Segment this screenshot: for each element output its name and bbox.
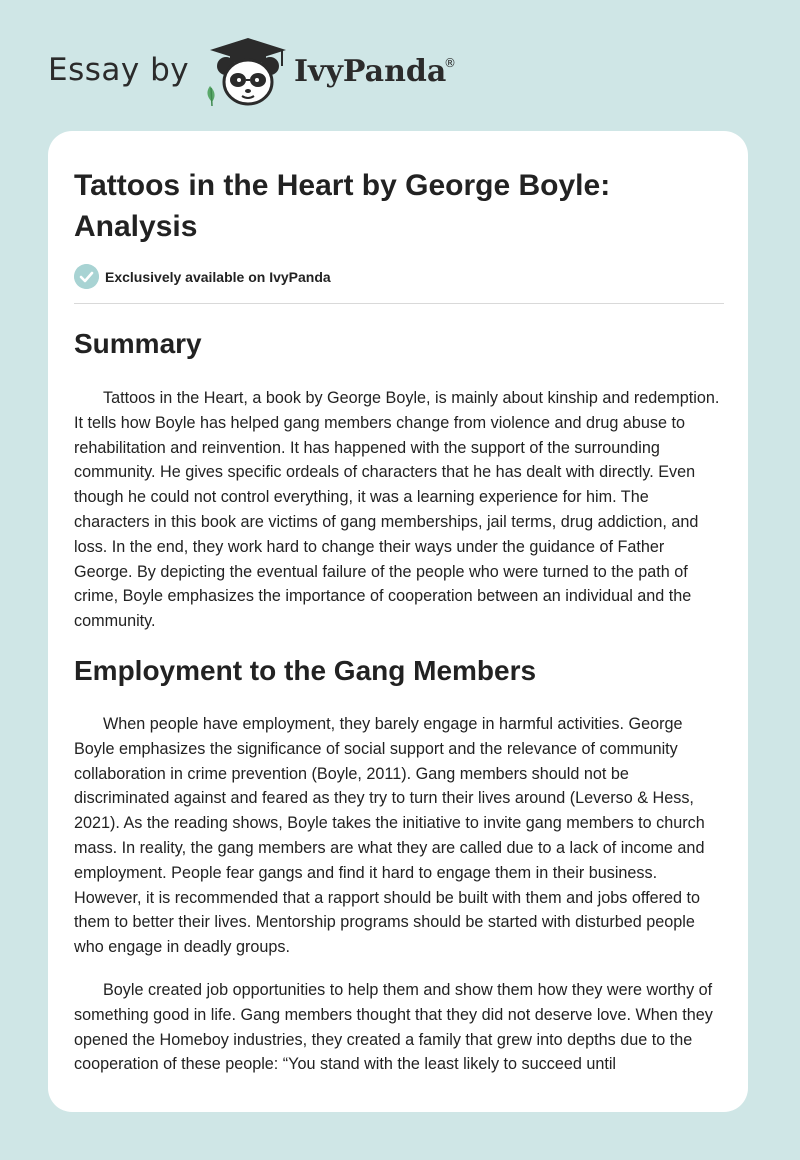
checkmark-icon [74, 264, 99, 289]
panda-logo-icon[interactable] [202, 36, 290, 108]
paragraph: Boyle created job opportunities to help them and show them how they were worthy of something good in life. Gang members thought that they did not deserve love. When they opened the Homeboy industries, they created a family that grew into depths due to the cooperation of these people: “You stand with the least likely to succeed until [74, 981, 713, 1074]
page-title: Tattoos in the Heart by George Boyle: Analysis [74, 169, 611, 243]
brand-name[interactable]: IvyPanda [294, 54, 447, 89]
paragraph: When people have employment, they barely engage in harmful activities. George Boyle emphasizes the significance of social support and the relevance of community collaboration in crime prevention (Boyle, 2011). Gang members should not be discriminated against and feared as they try to turn their lives around (Leverso & Hess, 2021). As the reading shows, Boyle takes the initiative to invite gang members to church mass. In reality, the gang members are what they are called due to a lack of income and employment. People fear gangs and find it hard to engage them in their business. However, it is recommended that a rapport should be built with them and jobs offered to them to better their lives. Mentorship programs should be started with disturbed people who engage in deadly groups. [74, 715, 705, 957]
exclusive-badge [74, 264, 474, 290]
exclusive-badge-label: Exclusively available on IvyPanda [105, 269, 331, 285]
paragraph: Tattoos in the Heart, a book by George Boyle, is mainly about kinship and redemption. It tells how Boyle has helped gang members change from violence and drug abuse to rehabilitation and reinvention. It has happened with the support of the surrounding community. He gives specific ordeals of characters that he has dealt with directly. Even though he could not control everything, it was a learning experience for him. The characters in this book are victims of gang memberships, jail terms, drug addiction, and loss. In the end, they work hard to change their ways under the guidance of Father George. By depicting the eventual failure of the people who were turned to the path of crime, Boyle emphasizes the importance of cooperation between an individual and the community. [74, 389, 720, 631]
essay-by-label: Essay by [48, 52, 190, 88]
site-header [48, 36, 468, 108]
essay-card [48, 131, 748, 1112]
section-heading-employment: Employment to the Gang Members [74, 655, 537, 686]
divider [74, 303, 724, 304]
section-heading-summary: Summary [74, 328, 202, 359]
registered-mark: ® [444, 56, 456, 70]
